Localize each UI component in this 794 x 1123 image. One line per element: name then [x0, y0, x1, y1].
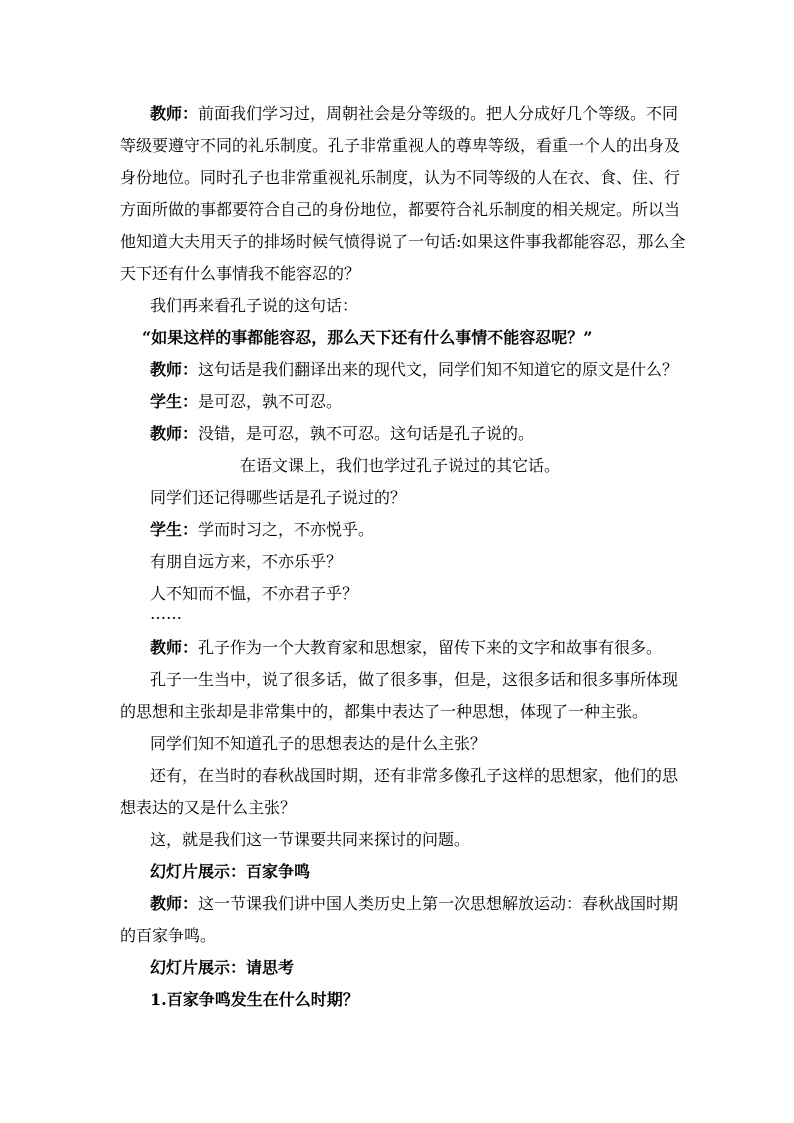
paragraph-1-line-3: 身份地位。同时孔子也非常重视礼乐制度，认为不同等级的人在衣、食、住、行 [120, 168, 681, 187]
ellipsis-line: …… [150, 604, 182, 623]
paragraph-1-line-1 [150, 104, 710, 124]
paragraph-13-line-1: 孔子一生当中，说了很多话，做了很多事，但是，这很多话和很多事所体现 [150, 670, 679, 689]
paragraph-text: 学而时习之，不亦悦乎。 [198, 520, 375, 539]
slide-heading-2: 幻灯片展示：请思考 [150, 958, 295, 977]
speaker-label: 教师： [150, 360, 199, 379]
question-1: 1.百家争鸣发生在什么时期？ [150, 990, 359, 1009]
paragraph-text: 这一节课我们讲中国人类历史上第一次思想解放运动：春秋战国时期 [198, 894, 679, 913]
paragraph-15-line-1: 还有，在当时的春秋战国时期，还有非常多像孔子这样的思想家，他们的思 [150, 766, 679, 785]
paragraph-18-line-2: 的百家争鸣。 [120, 926, 217, 945]
paragraph-1-line-5: 他知道大夫用天子的排场时候气愤得说了一句话:如果这件事我都能容忍，那么全 [120, 232, 686, 251]
paragraph-18-line-1 [150, 894, 710, 914]
paragraph-text: 没错，是可忍，孰不可忍。这句话是孔子说的。 [198, 424, 535, 443]
paragraph-10: 人不知而不愠，不亦君子乎？ [150, 584, 359, 603]
speaker-label: 学生： [150, 392, 199, 411]
paragraph-7: 同学们还记得哪些话是孔子说过的？ [150, 488, 407, 507]
paragraph-text: 是可忍，孰不可忍。 [198, 392, 343, 411]
paragraph-text: 这句话是我们翻译出来的现代文，同学们知不知道它的原文是什么？ [198, 360, 679, 379]
paragraph-9: 有朋自远方来，不亦乐乎？ [150, 552, 343, 571]
paragraph-1-line-2: 等级要遵守不同的礼乐制度。孔子非常重视人的尊卑等级，看重一个人的出身及 [120, 136, 681, 155]
paragraph-14: 同学们知不知道孔子的思想表达的是什么主张？ [150, 734, 487, 753]
speaker-label: 教师： [150, 104, 199, 123]
paragraph-text: 前面我们学习过，周朝社会是分等级的。把人分成好几个等级。不同 [198, 104, 679, 123]
slide-heading-1: 幻灯片展示：百家争鸣 [150, 862, 311, 881]
paragraph-16: 这，就是我们这一节课要共同来探讨的问题。 [150, 830, 471, 849]
paragraph-13-line-2: 的思想和主张却是非常集中的，都集中表达了一种思想，体现了一种主张。 [120, 702, 649, 721]
paragraph-text: 孔子作为一个大教育家和思想家，留传下来的文字和故事有很多。 [198, 638, 663, 657]
speaker-label: 学生： [150, 520, 199, 539]
paragraph-15-line-2: 想表达的又是什么主张？ [120, 798, 297, 817]
paragraph-1-line-4: 方面所做的事都要符合自己的身份地位，都要符合礼乐制度的相关规定。所以当 [120, 200, 681, 219]
speaker-label: 教师： [150, 638, 199, 657]
paragraph-12 [150, 638, 710, 658]
paragraph-8 [150, 520, 710, 540]
paragraph-3 [150, 360, 710, 380]
paragraph-4 [150, 392, 710, 412]
speaker-label: 教师： [150, 424, 199, 443]
paragraph-2: 我们再来看孔子说的这句话： [150, 296, 359, 315]
paragraph-5 [150, 424, 710, 444]
paragraph-1-line-6: 天下还有什么事情我不能容忍的？ [120, 264, 361, 283]
speaker-label: 教师： [150, 894, 199, 913]
paragraph-6: 在语文课上，我们也学过孔子说过的其它话。 [240, 456, 561, 475]
quote-line: “如果这样的事都能容忍，那么天下还有什么事情不能容忍呢？” [142, 328, 593, 347]
